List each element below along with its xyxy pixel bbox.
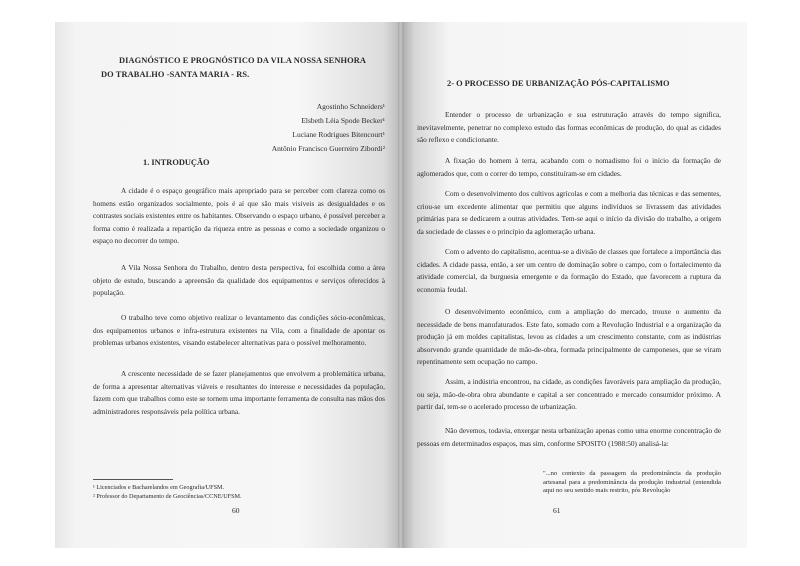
book-spine xyxy=(398,22,404,548)
paragraph-r1: Entender o processo de urbanização e sua estruturação através do tempo significa, inevitavelmente, penetrar no complexo estudo das formas econômicas de produção, do qual as cidades são reflexo e condicionante. xyxy=(417,110,721,144)
paragraph-r2: A fixação do homem à terra, acabando com o nomadismo foi o início da formação de aglomerados que, com o correr do tempo, constituíram-se em cidades. xyxy=(417,156,721,178)
block-quote: "...no contexto da passagem da predominância da produção artesanal para a predominância da produção industrial (entendida aqui no seu sentido mais restrito, pós Revolução xyxy=(543,470,721,495)
paragraph-r3: Com o desenvolvimento dos cultivos agrícolas e com a melhoria das técnicas e das sementes, criou-se um excedente alimentar que permitiu que alguns indivíduos se livrassem das atividades primárias para se dedicarem a outras atividades. Tem-se aqui o início da divisão do trabalho, a origem da sociedade de classes e o princípio da aglomeração urbana. xyxy=(417,189,721,236)
page-number-left: 60 xyxy=(232,506,240,515)
article-title-line-1: DIAGNÓSTICO E PROGNÓSTICO DA VILA NOSSA SENHORA xyxy=(119,56,367,65)
paragraph-r4: Com o advento do capitalismo, acentua-se a divisão de classes que fortalece a importância das cidades. A cidade passa, então, a ser um centro de dominação sobre o campo, com o fortalecimento da atividade comercial, da burguesia emergente e da formação do Estado, que favorecem a ruptura da economia feudal. xyxy=(417,247,721,294)
paragraph-1: A cidade é o espaço geográfico mais apropriado para se perceber com clareza como os homens estão organizados socialmente, pois é aí que são mais visíveis as desigualdades e os contrastes sociais existentes entre os habitantes. Observando o espaço urbano, é possível perceber a forma como é realizada a repartição da riqueza entre as pessoas e como a sociedade organizou o espaço no decorrer do tempo. xyxy=(93,186,385,245)
paragraph-2: A Vila Nossa Senhora do Trabalho, dentro desta perspectiva, foi escolhida como a área objeto de estudo, buscando a apreensão da qualidade dos equipamentos e serviços oferecidos à população. xyxy=(93,263,385,297)
section-heading-urbanizacao: 2- O PROCESSO DE URBANIZAÇÃO PÓS-CAPITALISMO xyxy=(447,79,670,88)
right-page xyxy=(401,22,747,548)
left-page xyxy=(55,22,401,548)
author-4: Antônio Francisco Guerreiro Zibordi² xyxy=(271,144,385,153)
paragraph-r7: Não devemos, todavia, enxergar nesta urbanização apenas como uma enorme concentração de pessoas em determinados espaços, mas sim, conforme SPOSITO (1988:50) analisá-la: xyxy=(417,426,721,448)
paragraph-r5: O desenvolvimento econômico, com a ampliação do mercado, trouxe o aumento da necessidade de bens manufaturados. Este fato, somado com a Revolução Industrial e a organização da produção já em moldes capitalistas, levou as cidades a um crescimento constante, com as indústrias absorvendo grande quantidade de mão-de-obra, formada principalmente de camponeses, que se viram repentinamente sem ocupação no campo. xyxy=(417,307,721,366)
author-1: Agostinho Schneiders¹ xyxy=(316,102,385,111)
author-2: Elsbeth Léia Spode Becker¹ xyxy=(301,116,385,125)
paragraph-4: A crescente necessidade de se fazer planejamentos que envolvem a problemática urbana, de forma a apresentar alternativas viáveis e resultantes do interesse e necessidades da população, fazem com que trabalhos como este se tornem uma importante ferramenta de consulta nas mãos dos administradores responsáveis pela política urbana. xyxy=(93,369,385,416)
section-heading-introducao: 1. INTRODUÇÃO xyxy=(143,158,210,167)
page-number-right: 61 xyxy=(553,506,561,515)
footnote-1: ¹ Licenciados e Bacharelandos em Geografia/UFSM. xyxy=(93,484,225,491)
footnote-rule xyxy=(93,479,173,480)
paragraph-3: O trabalho teve como objetivo realizar o levantamento das condições sócio-econômicas, dos equipamentos urbanos e infra-estrutura existentes na Vila, com a finalidade de apontar os problemas urbanos existentes, visando estabelecer alternativas para o possível melhoramento. xyxy=(93,313,385,347)
author-3: Luciane Rodrigues Bitencourt¹ xyxy=(292,130,385,139)
paragraph-r6: Assim, a indústria encontrou, na cidade, as condições favoráveis para ampliação da produção, ou seja, mão-de-obra obra abundante e capital a ser concentrado e mercado consumidor próximo. A partir daí, tem-se o acelerado processo de urbanização. xyxy=(417,377,721,411)
article-title-line-2: DO TRABALHO -SANTA MARIA - RS. xyxy=(101,70,250,79)
open-book xyxy=(55,22,747,548)
footnote-2: ² Professor do Departamento de Geociências/CCNE/UFSM. xyxy=(93,493,242,500)
